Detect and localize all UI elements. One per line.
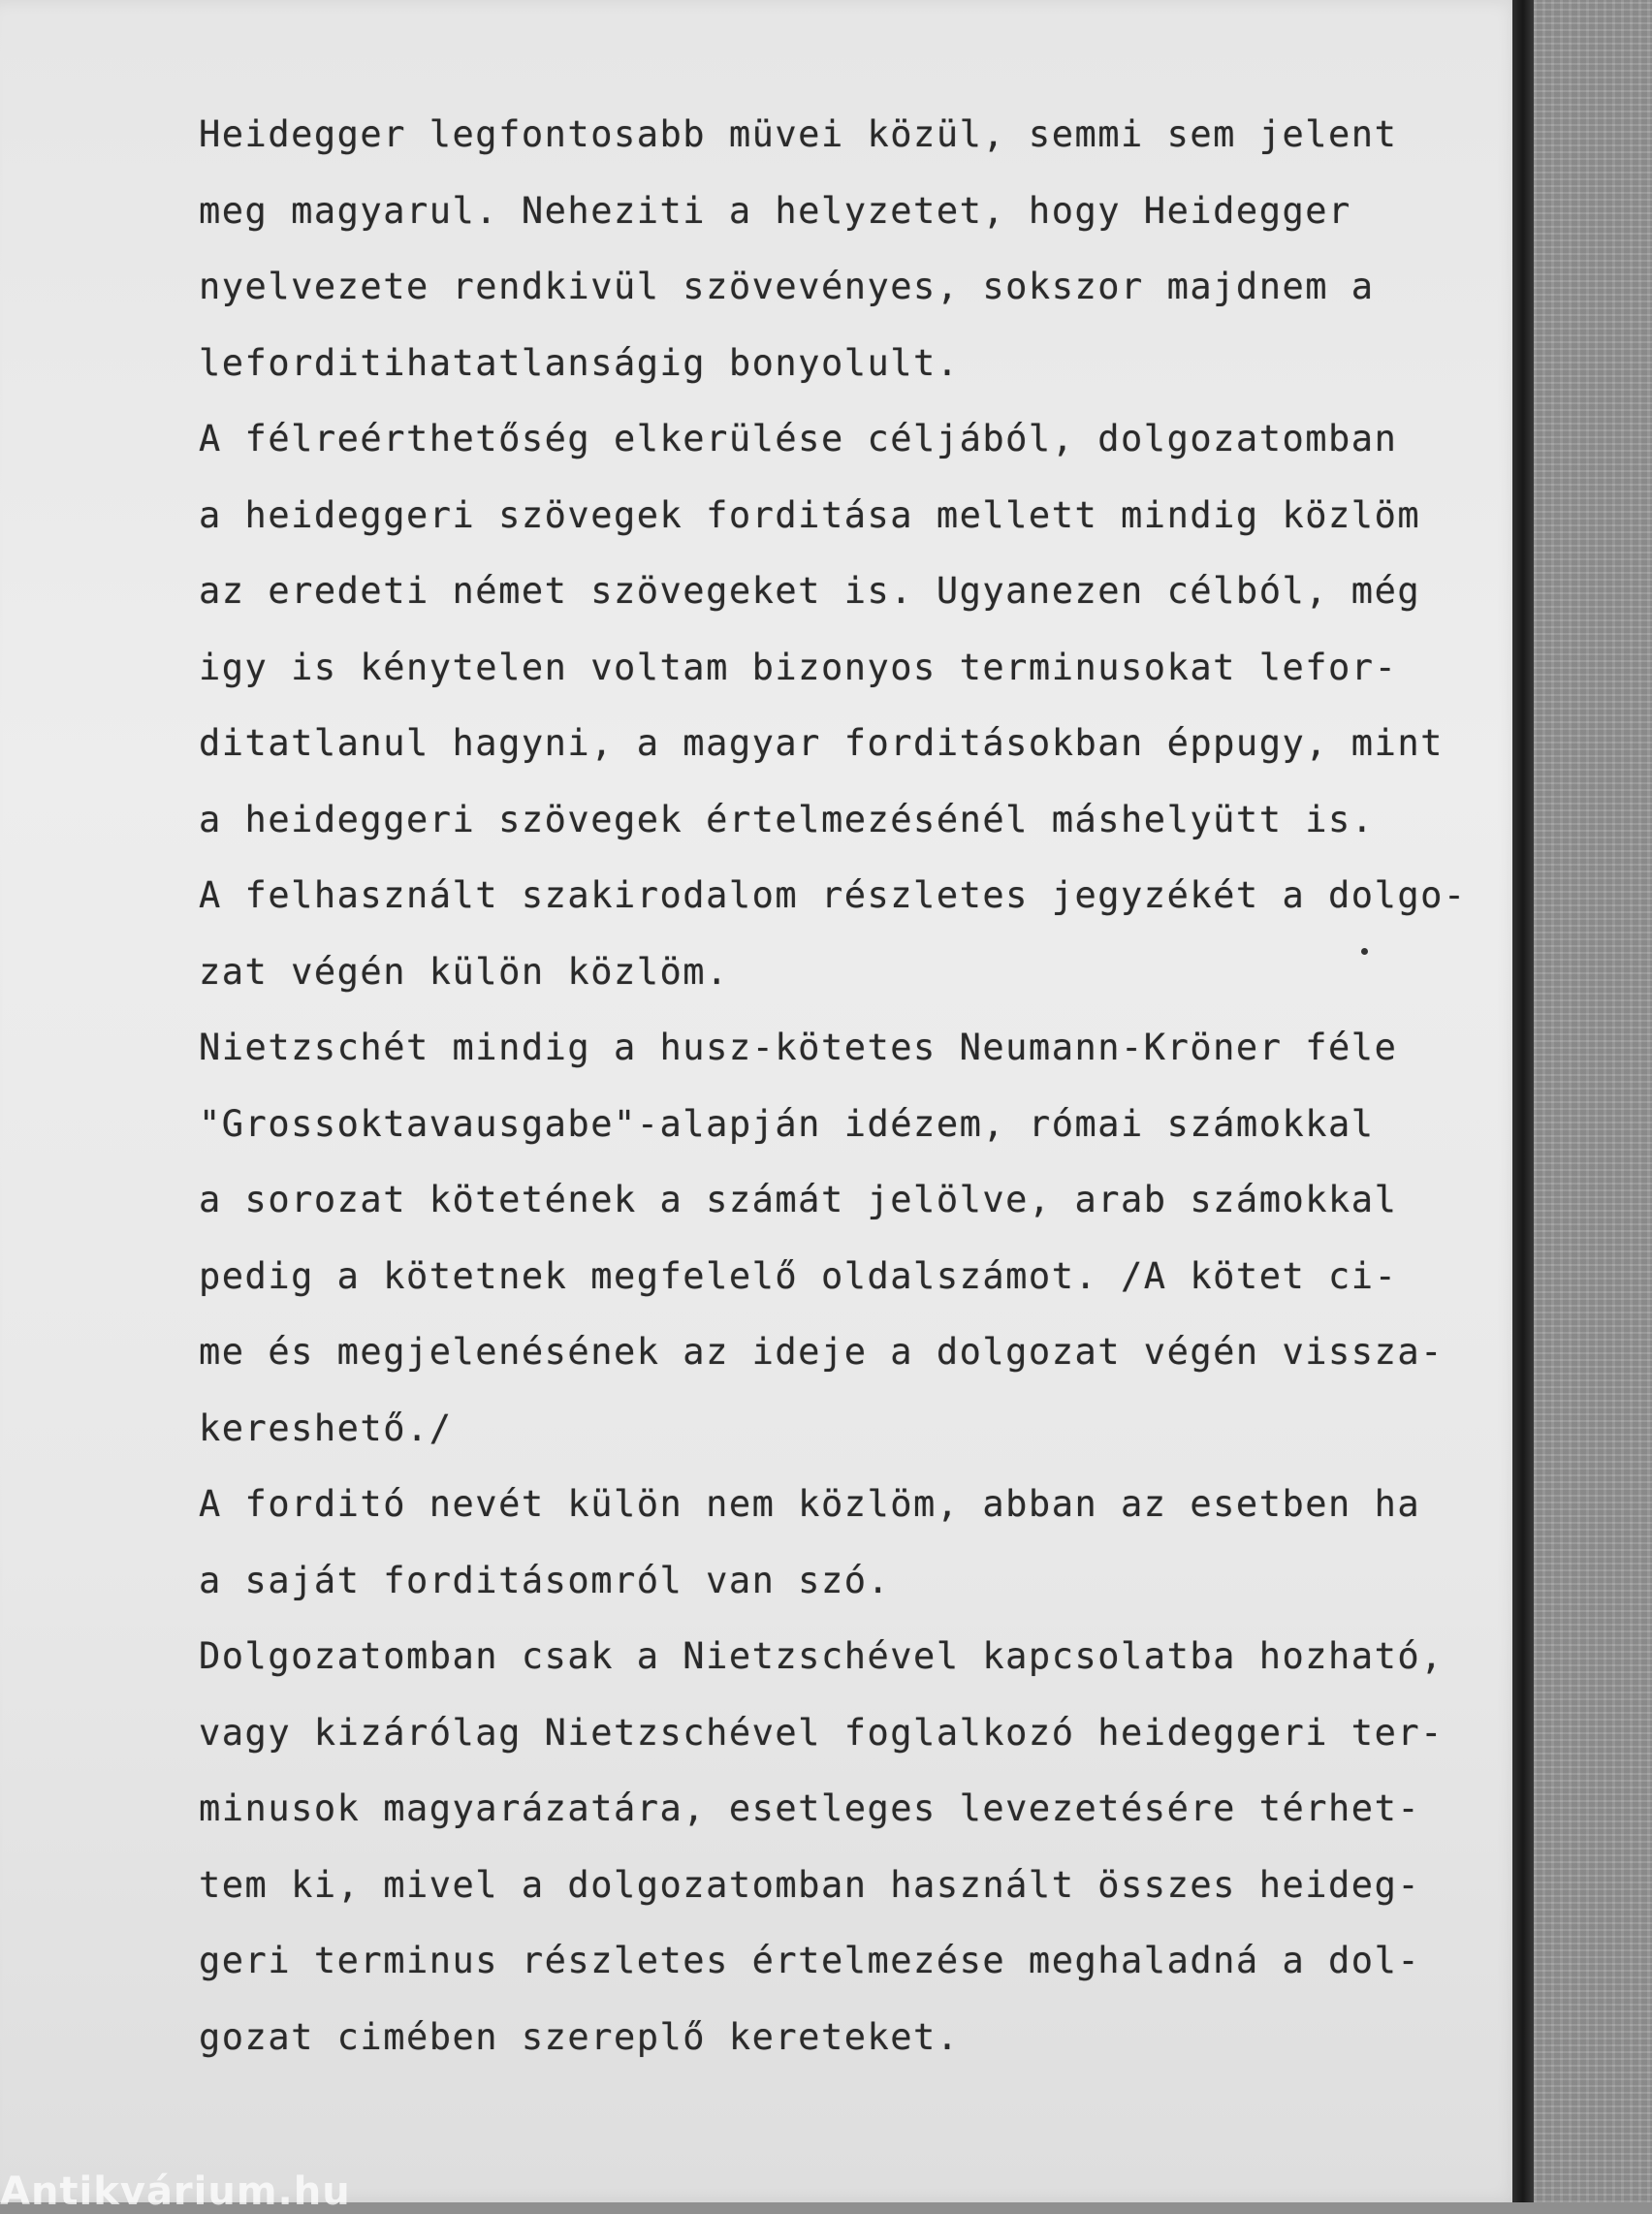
background-surface (1534, 0, 1652, 2202)
text-line-24: tem ki, mivel a dolgozatomban használt összes heideg- (199, 1863, 1421, 1906)
text-line-11: A felhasznált szakirodalom részletes jegyzékét a dolgo- (199, 874, 1467, 916)
text-line-7: az eredeti német szövegeket is. Ugyanezen célból, még (199, 570, 1421, 612)
text-line-20: a saját forditásomról van szó. (199, 1559, 891, 1601)
text-line-16: pedig a kötetnek megfelelő oldalszámot. /A kötet ci- (199, 1254, 1398, 1297)
text-line-1: Heidegger legfontosabb müvei közül, semmi sem jelent (199, 113, 1398, 155)
text-line-14: "Grossoktavausgabe"-alapján idézem, római számokkal (199, 1102, 1375, 1145)
text-line-2: meg magyarul. Neheziti a helyzetet, hogy Heidegger (199, 189, 1351, 232)
text-line-15: a sorozat kötetének a számát jelölve, arab számokkal (199, 1179, 1398, 1220)
text-line-21: Dolgozatomban csak a Nietzschével kapcsolatba hozható, (199, 1635, 1444, 1677)
text-line-22: vagy kizárólag Nietzschével foglalkozó heideggeri ter- (199, 1711, 1444, 1754)
text-line-9: ditatlanul hagyni, a magyar forditásokban éppugy, mint (199, 722, 1444, 764)
text-line-25: geri terminus részletes értelmezése meghaladná a dol- (199, 1940, 1421, 1981)
text-line-6: a heideggeri szövegek forditása mellett mindig közlöm (199, 493, 1421, 536)
stray-ink-dot (1361, 948, 1368, 955)
text-line-4: leforditihatatlanságig bonyolult. (199, 341, 960, 384)
text-line-13: Nietzschét mindig a husz-kötetes Neumann-Kröner féle (199, 1027, 1398, 1068)
text-line-8: igy is kénytelen voltam bizonyos terminusokat lefor- (199, 646, 1398, 688)
text-line-17: me és megjelenésének az ideje a dolgozat végén vissza- (199, 1331, 1444, 1373)
watermark-text: Antikvárium.hu (0, 2169, 351, 2214)
text-line-10: a heideggeri szövegek értelmezésénél máshelyütt is. (199, 798, 1375, 840)
text-line-5: A félreérthetőség elkerülése céljából, dolgozatomban (199, 418, 1398, 459)
typed-text-block (199, 105, 1498, 2083)
page-edge-shadow (1512, 0, 1534, 2202)
text-line-12: zat végén külön közlöm. (199, 950, 729, 993)
text-line-23: minusok magyarázatára, esetleges levezetésére térhet- (199, 1787, 1421, 1829)
text-line-18: kereshető./ (199, 1407, 453, 1449)
text-line-26: gozat cimében szereplő kereteket. (199, 2015, 960, 2058)
text-line-19: A forditó nevét külön nem közlöm, abban az esetben ha (199, 1483, 1421, 1525)
text-line-3: nyelvezete rendkivül szövevényes, sokszor majdnem a (199, 266, 1375, 307)
